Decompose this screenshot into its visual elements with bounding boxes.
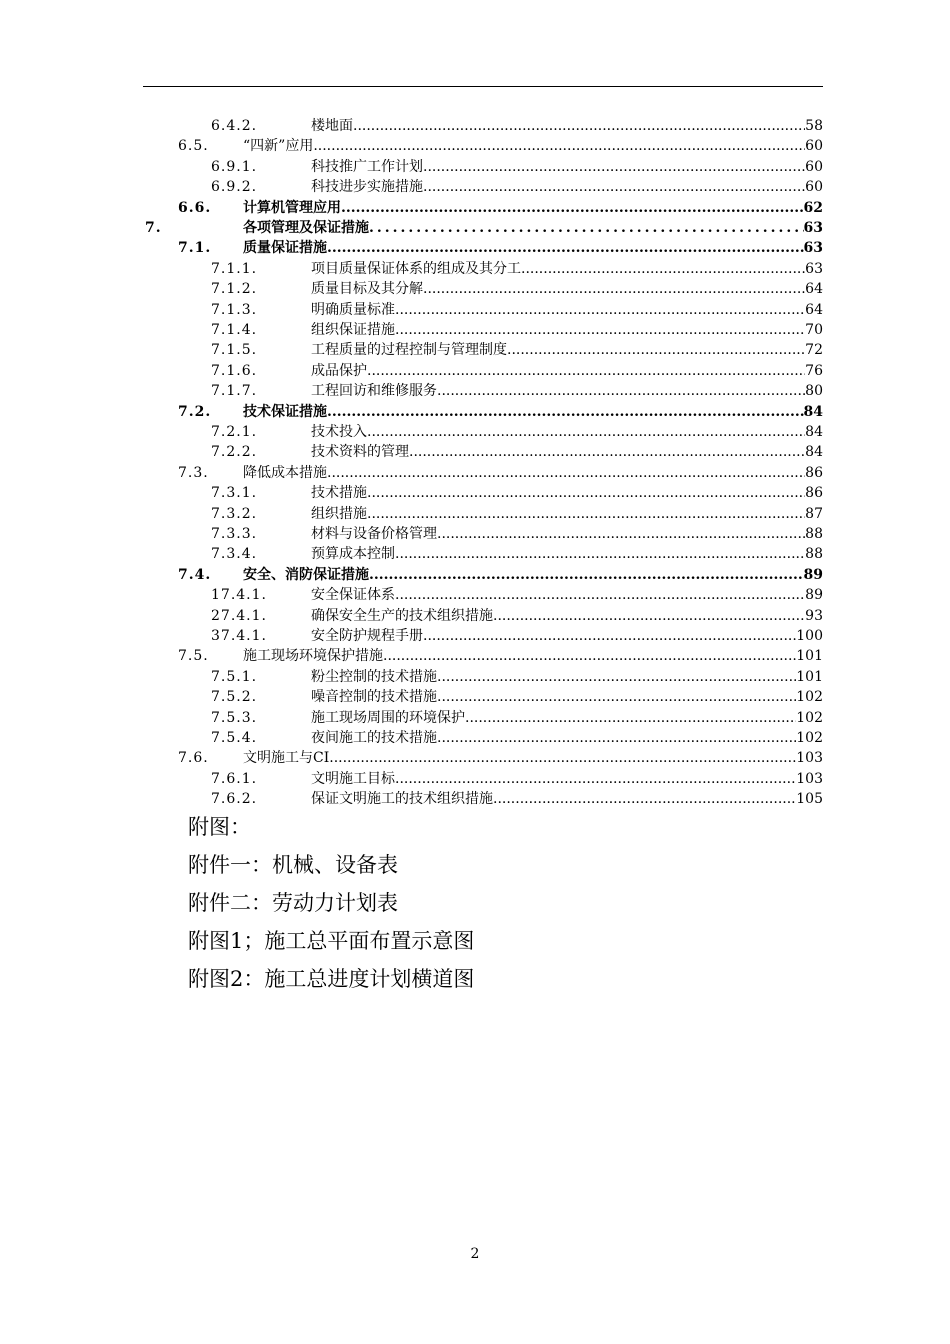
toc-entry-title: 预算成本控制 bbox=[311, 546, 395, 563]
toc-entry-page: 62 bbox=[803, 199, 823, 216]
toc-entry-page: 86 bbox=[805, 464, 823, 481]
toc-entry-number: 7.6.1. bbox=[211, 770, 258, 787]
toc-entry-page: 103 bbox=[796, 750, 823, 767]
toc-leader-dots bbox=[423, 177, 805, 197]
toc-entry-title: 材料与设备价格管理 bbox=[311, 526, 437, 542]
toc-entry-title: 楼地面 bbox=[311, 118, 353, 134]
toc-entry-page: 84 bbox=[803, 403, 823, 420]
toc-leader-dots bbox=[329, 748, 796, 768]
toc-entry-title: 质量目标及其分解 bbox=[311, 281, 423, 298]
toc-entry-number: 6.9.2. bbox=[211, 179, 258, 196]
toc-leader-dots bbox=[437, 728, 796, 748]
toc-entry-number: 7.4. bbox=[178, 566, 212, 583]
toc-entry[interactable] bbox=[0, 544, 950, 564]
toc-leader-dots bbox=[367, 361, 805, 381]
toc-entry[interactable] bbox=[0, 116, 950, 136]
toc-entry-number: 7.6.2. bbox=[211, 791, 258, 808]
toc-leader-dots bbox=[395, 769, 796, 789]
toc-leader-dots bbox=[423, 626, 796, 646]
toc-entry-page: 84 bbox=[805, 424, 823, 440]
toc-entry[interactable] bbox=[0, 198, 950, 218]
toc-entry-title: 噪音控制的技术措施 bbox=[311, 689, 437, 706]
toc-entry-number: 7.1.7. bbox=[211, 383, 258, 400]
toc-entry-number: 6.6. bbox=[178, 199, 212, 216]
toc-entry-title: 质量保证措施 bbox=[243, 240, 327, 257]
toc-entry-number: 7.3.2. bbox=[211, 505, 258, 522]
toc-entry-page: 101 bbox=[796, 648, 823, 665]
toc-entry-page: 63 bbox=[803, 240, 823, 257]
toc-entry[interactable] bbox=[0, 483, 950, 503]
attachment-item: 附件一：机械、设备表 bbox=[188, 853, 398, 877]
toc-entry-number: 17.4.1. bbox=[211, 587, 267, 604]
toc-leader-dots bbox=[313, 136, 805, 156]
toc-entry-title: 成品保护 bbox=[311, 362, 367, 379]
toc-leader-dots bbox=[327, 402, 804, 422]
toc-entry[interactable] bbox=[0, 238, 950, 258]
header-rule bbox=[143, 86, 823, 87]
toc-entry[interactable] bbox=[0, 361, 950, 381]
toc-entry-number: 7.5.4. bbox=[211, 730, 258, 746]
toc-entry-page: 103 bbox=[796, 770, 823, 787]
toc-entry-title: 安全保证体系 bbox=[311, 587, 395, 604]
toc-leader-dots bbox=[423, 157, 805, 177]
toc-leader-dots bbox=[521, 259, 805, 279]
toc-entry-title: “四新”应用 bbox=[243, 138, 314, 155]
toc-entry-page: 58 bbox=[805, 118, 823, 134]
toc-entry-page: 105 bbox=[796, 791, 823, 808]
toc-leader-dots bbox=[367, 483, 805, 503]
toc-entry-title: 各项管理及保证措施 bbox=[243, 220, 369, 236]
toc-entry-title: 科技进步实施措施 bbox=[311, 179, 423, 196]
page-number: 2 bbox=[470, 1246, 480, 1262]
toc-entry-title: 技术投入 bbox=[311, 424, 367, 440]
toc-entry-number: 7.3.1. bbox=[211, 485, 258, 502]
toc-entry-title: 工程回访和维修服务 bbox=[311, 383, 437, 400]
toc-entry[interactable] bbox=[0, 524, 950, 544]
toc-entry[interactable] bbox=[0, 708, 950, 728]
toc-entry-title: 安全、消防保证措施 bbox=[243, 566, 369, 583]
toc-leader-dots bbox=[327, 238, 804, 258]
toc-entry[interactable] bbox=[0, 585, 950, 605]
toc-entry[interactable] bbox=[0, 340, 950, 360]
toc-leader-dots bbox=[437, 687, 796, 707]
toc-entry-title: 文明施工目标 bbox=[311, 770, 395, 787]
toc-entry-page: 84 bbox=[805, 444, 823, 461]
toc-entry-page: 72 bbox=[805, 342, 823, 359]
toc-entry-title: 确保安全生产的技术组织措施 bbox=[311, 607, 493, 624]
toc-entry[interactable] bbox=[0, 402, 950, 422]
toc-entry[interactable] bbox=[0, 667, 950, 687]
toc-entry-page: 88 bbox=[805, 526, 823, 542]
toc-leader-dots bbox=[367, 422, 805, 442]
toc-entry-number: 7.2.1. bbox=[211, 424, 258, 440]
toc-entry[interactable] bbox=[0, 769, 950, 789]
toc-leader-dots bbox=[493, 789, 796, 809]
toc-entry-number: 7.5.3. bbox=[211, 709, 258, 726]
toc-entry-title: 施工现场周围的环境保护 bbox=[311, 709, 465, 726]
toc-entry-number: 7.1.3. bbox=[211, 301, 258, 318]
toc-entry[interactable] bbox=[0, 177, 950, 197]
toc-entry-page: 89 bbox=[803, 566, 823, 583]
toc-leader-dots bbox=[423, 279, 805, 299]
toc-leader-dots bbox=[395, 544, 805, 564]
toc-entry-page: 100 bbox=[796, 628, 823, 644]
toc-entry-number: 6.5. bbox=[178, 138, 209, 155]
toc-entry-title: 技术措施 bbox=[311, 485, 367, 502]
toc-entry-page: 102 bbox=[796, 730, 823, 746]
toc-leader-dots bbox=[437, 381, 805, 401]
toc-entry-number: 7.1.4. bbox=[211, 322, 258, 338]
toc-entry[interactable] bbox=[0, 789, 950, 809]
toc-entry-page: 64 bbox=[805, 301, 823, 318]
toc-entry[interactable] bbox=[0, 136, 950, 156]
toc-entry-title: 项目质量保证体系的组成及其分工 bbox=[311, 260, 521, 277]
toc-entry-page: 76 bbox=[805, 362, 823, 379]
toc-entry[interactable] bbox=[0, 565, 950, 585]
toc-leader-dots bbox=[437, 524, 805, 544]
toc-entry[interactable] bbox=[0, 748, 950, 768]
toc-entry[interactable] bbox=[0, 687, 950, 707]
toc-entry-number: 7.1.5. bbox=[211, 342, 258, 359]
toc-entry-number: 7. bbox=[145, 220, 162, 236]
toc-entry-number: 7.2. bbox=[178, 403, 212, 420]
toc-entry-page: 63 bbox=[803, 220, 823, 236]
toc-leader-dots bbox=[395, 320, 805, 340]
toc-entry-number: 7.3.4. bbox=[211, 546, 258, 563]
toc-entry-page: 70 bbox=[805, 322, 823, 338]
toc-entry[interactable] bbox=[0, 606, 950, 626]
toc-leader-dots bbox=[383, 646, 796, 666]
toc-leader-dots bbox=[395, 300, 805, 320]
toc-entry-title: 组织措施 bbox=[311, 505, 367, 522]
toc-entry-title: 施工现场环境保护措施 bbox=[243, 648, 383, 665]
toc-leader-dots bbox=[493, 606, 805, 626]
toc-entry-title: 安全防护规程手册 bbox=[311, 628, 423, 644]
toc-entry-number: 7.3. bbox=[178, 464, 209, 481]
toc-leader-dots bbox=[395, 585, 805, 605]
toc-entry-page: 102 bbox=[796, 689, 823, 706]
toc-entry-title: 工程质量的过程控制与管理制度 bbox=[311, 342, 507, 359]
attachment-item: 附图： bbox=[188, 815, 251, 839]
toc-leader-dots bbox=[437, 667, 796, 687]
toc-entry-page: 88 bbox=[805, 546, 823, 563]
toc-entry-title: 技术保证措施 bbox=[243, 403, 327, 420]
toc-entry[interactable] bbox=[0, 381, 950, 401]
toc-entry-page: 102 bbox=[796, 709, 823, 726]
toc-entry-title: 夜间施工的技术措施 bbox=[311, 730, 437, 746]
toc-entry[interactable] bbox=[0, 646, 950, 666]
toc-entry-number: 7.5. bbox=[178, 648, 209, 665]
toc-entry-title: 技术资料的管理 bbox=[311, 444, 409, 461]
toc-entry-title: 计算机管理应用 bbox=[243, 199, 341, 216]
toc-entry[interactable] bbox=[0, 218, 950, 238]
toc-entry-page: 86 bbox=[805, 485, 823, 502]
toc-entry-page: 64 bbox=[805, 281, 823, 298]
toc-entry-number: 7.5.1. bbox=[211, 668, 258, 685]
toc-entry-number: 7.5.2. bbox=[211, 689, 258, 706]
toc-entry-number: 6.4.2. bbox=[211, 118, 258, 134]
toc-entry[interactable] bbox=[0, 626, 950, 646]
toc-entry[interactable] bbox=[0, 157, 950, 177]
toc-entry-number: 7.1.1. bbox=[211, 260, 258, 277]
toc-entry-title: 降低成本措施 bbox=[243, 464, 327, 481]
toc-entry-title: 组织保证措施 bbox=[311, 322, 395, 338]
toc-entry-title: 文明施工与CI bbox=[243, 750, 330, 767]
attachment-item: 附件二：劳动力计划表 bbox=[188, 891, 398, 915]
toc-entry-title: 粉尘控制的技术措施 bbox=[311, 668, 437, 685]
toc-leader-dots bbox=[369, 218, 804, 238]
toc-entry-page: 93 bbox=[805, 607, 823, 624]
toc-entry-number: 7.3.3. bbox=[211, 526, 258, 542]
toc-entry-number: 6.9.1. bbox=[211, 158, 258, 175]
toc-leader-dots bbox=[507, 340, 805, 360]
toc-entry-page: 101 bbox=[796, 668, 823, 685]
toc-entry[interactable] bbox=[0, 300, 950, 320]
toc-entry[interactable] bbox=[0, 728, 950, 748]
toc-leader-dots bbox=[369, 565, 804, 585]
toc-entry-page: 60 bbox=[805, 138, 823, 155]
toc-entry-number: 27.4.1. bbox=[211, 607, 267, 624]
toc-entry[interactable] bbox=[0, 279, 950, 299]
toc-entry-page: 87 bbox=[805, 505, 823, 522]
attachment-item: 附图1；施工总平面布置示意图 bbox=[188, 929, 475, 953]
toc-entry-title: 科技推广工作计划 bbox=[311, 158, 423, 175]
toc-leader-dots bbox=[353, 116, 805, 136]
toc-entry-page: 80 bbox=[805, 383, 823, 400]
toc-entry[interactable] bbox=[0, 259, 950, 279]
toc-leader-dots bbox=[341, 198, 804, 218]
toc-entry-page: 60 bbox=[805, 158, 823, 175]
toc-entry[interactable] bbox=[0, 442, 950, 462]
toc-entry-number: 7.1.2. bbox=[211, 281, 258, 298]
toc-entry-number: 7.6. bbox=[178, 750, 209, 767]
toc-leader-dots bbox=[327, 463, 805, 483]
toc-entry-number: 7.2.2. bbox=[211, 444, 258, 461]
toc-entry-number: 7.1. bbox=[178, 240, 212, 257]
toc-entry-title: 明确质量标准 bbox=[311, 301, 395, 318]
toc-entry[interactable] bbox=[0, 320, 950, 340]
toc-entry[interactable] bbox=[0, 504, 950, 524]
attachment-item: 附图2：施工总进度计划横道图 bbox=[188, 967, 475, 991]
toc-entry-number: 7.1.6. bbox=[211, 362, 258, 379]
toc-leader-dots bbox=[367, 504, 805, 524]
toc-entry-title: 保证文明施工的技术组织措施 bbox=[311, 791, 493, 808]
toc-entry[interactable] bbox=[0, 463, 950, 483]
toc-entry-page: 60 bbox=[805, 179, 823, 196]
toc-entry-page: 89 bbox=[805, 587, 823, 604]
toc-entry-number: 37.4.1. bbox=[211, 628, 267, 644]
toc-leader-dots bbox=[409, 442, 805, 462]
toc-leader-dots bbox=[465, 708, 796, 728]
toc-entry[interactable] bbox=[0, 422, 950, 442]
toc-entry-page: 63 bbox=[805, 260, 823, 277]
